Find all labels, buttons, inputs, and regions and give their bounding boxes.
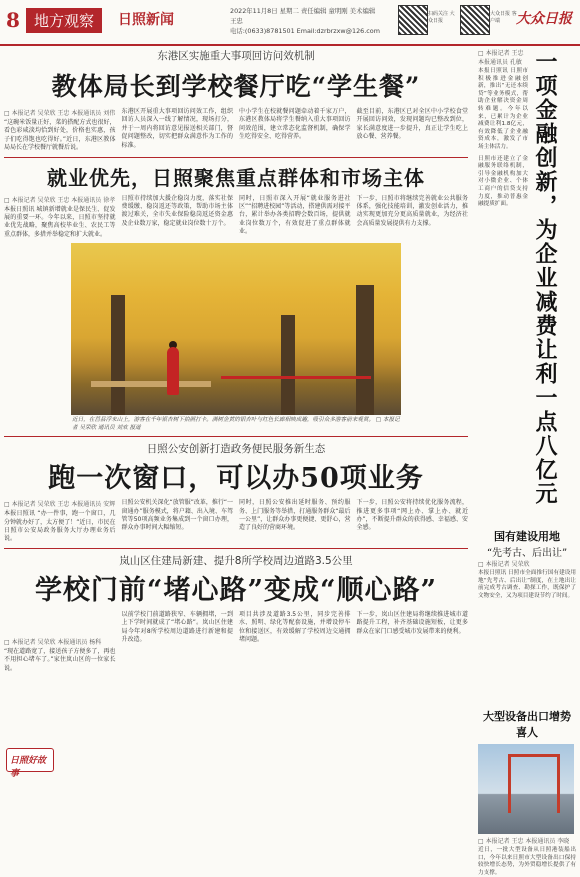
- issue-meta: [230, 6, 380, 36]
- story-4-byline: □ 本报记者 吴荣欣 本报通讯员 杨科: [4, 638, 102, 646]
- story-4-kicker: 岚山区住建局新建、提升8所学校周边道路3.5公里: [119, 554, 353, 567]
- sidebar-story-d-text: 近日，一批大型设备从日照港装船出口，今年以来日照市大型设备出口保持较快增长态势，为外贸稳增长提供了有力支撑。: [478, 847, 576, 876]
- main-column: [4, 48, 468, 673]
- story-3-text-col-1: 本报日照讯 “办一件事，跑一个窗口，几分钟就办好了，太方便了！”近日，市民在日照市公安局政务服务大厅办理业务后说。: [4, 510, 116, 543]
- sidebar-vertical-headline: 一项金融创新，为企业减费让利一点八亿元: [532, 50, 558, 506]
- divider: [4, 548, 468, 549]
- story-4-text-col-4: 下一步，岚山区住建局将继续推进城市道路提升工程，补齐基础设施短板，让更多群众在家门口感受城市发展带来的便利。: [356, 610, 468, 635]
- story-2-text-col-1: 本报日照讯 城镇新增就业是保民生、促发展的重要一环。今年以来，日照市坚持就业优先战略，聚焦高校毕业生、农民工等重点群体，多措并举稳定和扩大就业。: [4, 205, 116, 238]
- story-3: [4, 441, 468, 544]
- section-title: 日照新闻: [118, 12, 174, 28]
- story-1-text-col-3: 中小学生在校就餐问题牵动着千家万户，东港区教体局将学生餐纳入重大事项回访问效范围，建立常态化监督机制，确保学生吃得安全、吃得营养。: [239, 108, 351, 141]
- story-2-text-col-4: 下一步，日照市将继续完善就业公共服务体系，强化技能培训，激发创业活力，推动实现更加充分更高质量就业，为经济社会高质量发展提供有力支撑。: [356, 194, 468, 227]
- story-2-byline: □ 本报记者 吴荣欣 王忠 本报通讯员 徐孝: [4, 196, 116, 204]
- section-tag: 地方观察: [26, 8, 102, 33]
- story-2-headline: 就业优先，日照聚焦重点群体和市场主体: [47, 165, 425, 190]
- sidebar-story-d-headline: 大型设备出口增势喜人: [483, 710, 571, 739]
- tree-trunk: [281, 315, 295, 415]
- story-3-kicker: 日照公安创新打造政务便民服务新生态: [146, 443, 326, 456]
- qr-code-icon: [460, 5, 490, 35]
- newspaper-logo: 大众日报: [516, 11, 572, 27]
- sidebar-story-c-headline: 国有建设用地: [494, 530, 560, 543]
- tree-trunk: [111, 295, 125, 415]
- sidebar-story-c-subhead: “先考古、后出让”: [486, 548, 568, 559]
- story-4-text-col-3: 项目共涉及道路3.5公里，同步完善排水、照明、绿化等配套设施，并增设停车位和接送区，有效缓解了学校周边交通拥堵问题。: [239, 610, 351, 644]
- story-1-headline: 教体局长到学校餐厅吃“学生餐”: [51, 72, 421, 101]
- red-railing: [221, 376, 371, 379]
- good-story-badge: [6, 748, 54, 779]
- sidebar-story-c-text: 本报日照讯 日照市全面推行国有建设用地“先考古、后出让”制度，在土地出让前完成考古调查、勘探工作，既保护了文物安全，又为项目建设节约了时间。: [478, 570, 576, 599]
- equipment-export-photo: [478, 744, 574, 834]
- story-2-text-col-3: 同时，日照市深入开展“就业服务进社区”“招聘进校园”等活动，搭建供需对接平台，累计举办各类招聘会数百场，提供就业岗位数万个，有效促进了重点群体就业。: [239, 194, 351, 236]
- crane-structure: [508, 754, 560, 813]
- page-header: [0, 0, 580, 46]
- person-in-red-dress: [167, 347, 179, 395]
- story-3-text-col-2: 日照公安机关深化“放管服”改革，推行“一窗通办”服务模式，将户籍、出入境、车驾管等50项高频业务集成到一个窗口办理，群众办事时间大幅缩短。: [121, 499, 233, 532]
- story-3-headline: 跑一次窗口，可以办50项业务: [48, 463, 424, 495]
- good-story-badge-label: 日照好故事: [10, 756, 47, 779]
- story-1-text-col-4: 截至目前，东港区已对全区中小学校食堂开展回访问效，发现问题均已整改到位，家长满意度进一步提升，真正让学生吃上放心餐、营养餐。: [356, 108, 468, 141]
- divider: [4, 157, 468, 158]
- story-2: [4, 162, 468, 433]
- story-4-text-col-2: 以前学校门前道路狭窄、车辆拥堵，一到上下学时间就成了“堵心路”。岚山区住建局今年对8所学校周边道路进行新建和提升改造。: [121, 610, 233, 644]
- sidebar-story-a-text: 本报日照讯 日照市积极推进金融创新，推出“无还本续贷”等业务模式，帮助企业解决资金周转难题。今年以来，已累计为企业减费让利1.8亿元，有效降低了企业融资成本，激发了市场主体活力。: [478, 68, 528, 150]
- story-1: [4, 48, 468, 153]
- sidebar-story-a-byline: □ 本报记者 王忠 本报通讯员 孔敏: [478, 50, 524, 66]
- story-2-text-col-2: 日照市持续加大援企稳岗力度，落实社保费缓缴、稳岗返还等政策，帮助市场主体渡过难关，全市失业保险稳岗返还资金惠及企业数万家，稳定就业岗位数十万个。: [121, 194, 233, 227]
- story-1-text-col-2: 东港区开展重大事项回访问效工作，组织回访人员深入一线了解情况，现场打分，并于一周内将回访意见报送相关部门，督促问题整改，切实把群众满意作为工作的标准。: [121, 108, 233, 149]
- story-3-text-col-3: 同时，日照公安推出延时服务、预约服务、上门服务等举措，打通服务群众“最后一公里”，让群众办事更便捷、更舒心，营造了良好的营商环境。: [239, 499, 351, 532]
- story-1-kicker: 东港区实施重大事项回访问效机制: [157, 50, 315, 62]
- story-1-byline: □ 本报记者 吴荣欣 王忠 本报通讯员 刘伟: [4, 110, 116, 117]
- sidebar-story-d-byline: □ 本报记者 王忠 本报通讯员 李晓: [478, 838, 570, 845]
- story-4: [4, 553, 468, 673]
- meta-line-1: 2022年11月8日 星期二 责任编辑 童明刚 美术编辑 王忠: [230, 7, 376, 25]
- story-4-headline: 学校门前“堵心路”变成“顺心路”: [34, 574, 438, 606]
- meta-line-2: 电话:(0633)8781501 Email:dzrbrzxw@126.com: [230, 27, 380, 35]
- story-3-text-col-4: 下一步，日照公安将持续优化服务流程，推进更多事项“网上办、掌上办、就近办”，不断提升群众的获得感、幸福感、安全感。: [356, 499, 468, 532]
- qr-caption-1: 扫码关注 大众日报: [428, 11, 455, 24]
- qr-code-icon: [398, 5, 428, 35]
- sidebar-story-b-text: 日照市还建立了金融服务联络机制，引导金融机构加大对小微企业、个体工商户的信贷支持力度，推动普惠金融提质扩面。: [478, 155, 528, 208]
- ginkgo-tree-photo: [71, 243, 401, 415]
- story-3-byline: □ 本报记者 吴荣欣 王忠 本报通讯员 安辉: [4, 501, 116, 509]
- tree-trunk: [356, 285, 374, 415]
- qr-caption-2: 大众日报 客户端: [490, 11, 517, 24]
- divider: [4, 436, 468, 437]
- story-1-text-col-1: “这碗米饭量正好，菜的搭配方式也很好，看色彩咸淡均恰到好处，价格也实惠，孩子们吃得饱也吃得好。”近日，东港区教体局局长在学校餐厅就餐后说。: [4, 119, 116, 152]
- page-number: 8: [6, 8, 20, 32]
- photo-caption: 近日，在莒县浮来山上，游客在千年银杏树下拍照打卡。满树金黄的银杏叶与红色长廊相映成趣，吸引众多游客前来观赏。 □ 本报记者 吴荣欣 通讯员 刘欢 报道: [72, 417, 400, 431]
- story-4-text-col-1: “现在道路宽了，接送孩子方便多了，再也不用担心堵车了。”家住岚山区的一位家长说。: [4, 647, 116, 672]
- bench: [91, 381, 211, 387]
- sidebar-story-c-byline: □ 本报记者 吴荣欣: [478, 561, 530, 568]
